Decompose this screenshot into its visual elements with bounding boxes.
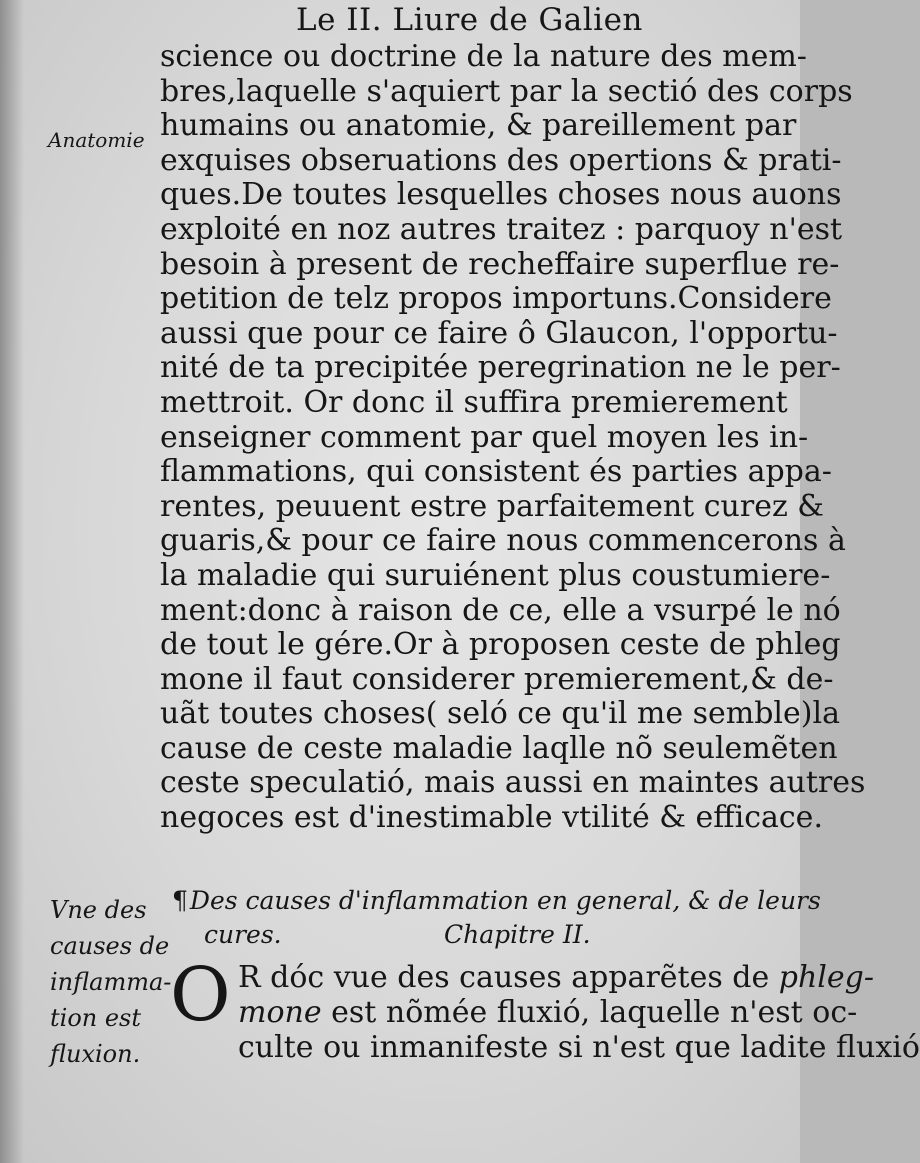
body-text [160,39,866,836]
chapter-number: Chapitre II. [444,920,591,949]
text-segment: R dóc vue des causes apparẽtes de [238,960,779,995]
text-line: culte ou inmanifeste si n'est que ladite fluxió [238,1030,920,1065]
text-line: negoces est d'inestimable vtilité & efficace. [160,800,823,836]
text-line: flammations, qui consistent és parties appa- [160,454,832,490]
chapter-body [160,952,920,1065]
text-line: besoin à present de recheffaire superflue re- [160,246,840,282]
text-line: bres,laquelle s'aquiert par la sectió des corps [160,73,853,109]
text-line: petition de telz propos importuns.Considere [160,281,832,317]
text-line: mone il faut considerer premierement,& de- [160,661,834,697]
text-line: nité de ta precipitée peregrination ne le per- [160,350,841,386]
text-line: ques.De toutes lesquelles choses nous auons [160,177,842,213]
text-line: ment:donc à raison de ce, elle a vsurpé le nó [160,592,841,628]
margin-note-anatomie: Anatomie [48,128,145,152]
drop-capital: O [170,952,231,1038]
text-line: aussi que pour ce faire ô Glaucon, l'opportu- [160,315,838,351]
margin-note-line: fluxion. [50,1040,141,1068]
text-line: uãt toutes choses( seló ce qu'il me semble)la [160,696,840,732]
text-line [160,995,858,1030]
text-line: ceste speculatió, mais aussi en maintes autres [160,765,866,801]
text-line: rentes, peuuent estre parfaitement curez & [160,488,824,524]
chapter-title-continued: cures. [204,920,282,949]
text-line: enseigner comment par quel moyen les in- [160,419,809,455]
text-line: exquises obseruations des opertions & prati- [160,142,842,178]
margin-note-line: inflamma- [50,968,172,996]
running-head: Le II. Liure de Galien [296,2,643,38]
text-line [160,960,874,995]
pilcrow-mark: ¶ [172,886,188,915]
text-segment-italic: mone [238,995,322,1030]
margin-note-line: causes de [50,932,170,960]
margin-note-causes [50,892,171,1072]
chapter-title-row-2 [172,918,772,952]
text-line: science ou doctrine de la nature des mem- [160,39,807,74]
text-segment: est nõmée fluxió, laquelle n'est oc- [321,995,858,1030]
chapter-heading [172,884,821,952]
margin-note-line: Vne des [50,896,147,924]
text-line: de tout le gére.Or à proposen ceste de phleg [160,627,841,663]
chapter-title: Des causes d'inflammation en general, & de leurs [189,886,821,915]
text-line: exploité en noz autres traitez : parquoy n'est [160,211,843,247]
text-segment-italic: phleg- [778,960,874,995]
text-line: humains ou anatomie, & pareillement par [160,108,797,144]
text-line: cause de ceste maladie laqlle nõ seulemẽten [160,730,838,766]
margin-note-line: tion est [50,1004,142,1032]
text-line: guaris,& pour ce faire nous commencerons à [160,523,846,559]
chapter-title-row-1 [172,884,821,918]
text-line: mettroit. Or donc il suffira premierement [160,384,788,420]
gutter-shadow [0,0,24,1163]
text-line: la maladie qui suruiénent plus coustumiere- [160,557,831,593]
